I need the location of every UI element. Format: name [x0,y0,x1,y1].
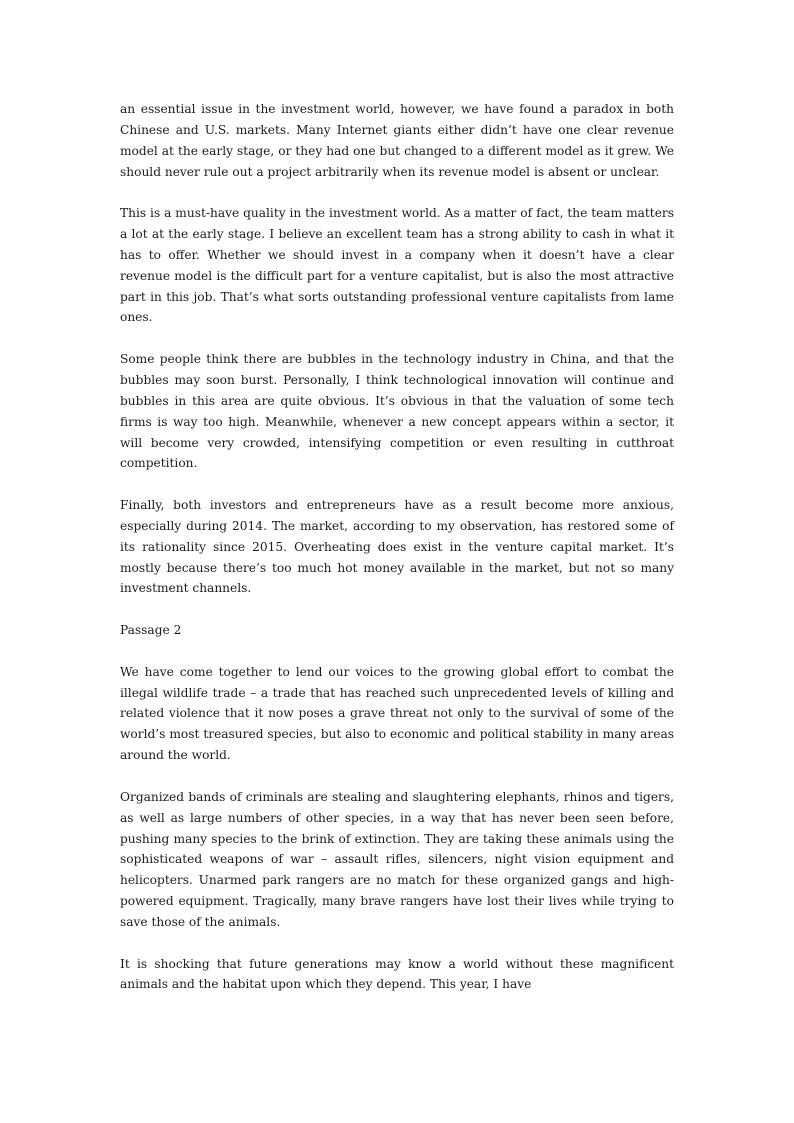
paragraph-revenue-model: an essential issue in the investment world, however, we have found a paradox in both Chinese and U.S. markets. Many Internet giants either didn’t have one clear revenue model at the early stage, or they had one but changed to a different model as it grew. We should never rule out a project arbitrarily when its revenue model is absent or unclear. [120,102,674,179]
paragraph-market-anxiety: Finally, both investors and entrepreneurs have as a result become more anxious, especially during 2014. The market, according to my observation, has restored some of its rationality since 2015. Overheating does exist in the venture capital market. It’s mostly because there’s too much hot money available in the market, but not so many investment channels. [120,498,674,596]
paragraph-team-quality: This is a must-have quality in the investment world. As a matter of fact, the team matters a lot at the early stage. I believe an excellent team has a strong ability to cash in what it has to offer. Whether we should invest in a company when it doesn’t have a clear revenue model is the difficult part for a venture capitalist, but is also the most attractive part in this job. That’s what sorts outstanding professional venture capitalists from lame ones. [120,206,674,325]
paragraph-future-generations: It is shocking that future generations may know a world without these magnificent animals and the habitat upon which they depend. This year, I have [120,956,674,992]
paragraph-tech-bubbles: Some people think there are bubbles in the technology industry in China, and that the bubbles may soon burst. Personally, I think technological innovation will continue and bubbles in this area are quite obvious. It’s obvious in that the valuation of some tech firms is way too high. Meanwhile, whenever a new concept appears within a sector, it will become very crowded, intensifying competition or even resulting in cutthroat competition. [120,352,674,471]
passage-heading: Passage 2 [120,623,182,638]
paragraph-wildlife-trade: We have come together to lend our voices to the growing global effort to combat the illegal wildlife trade – a trade that has reached such unprecedented levels of killing and related violence that it now poses a grave threat not only to the survival of some of the world’s most treasured species, but also to economic and political stability in many areas around the world. [120,664,674,763]
document-body [120,99,674,1016]
paragraph-organized-criminals: Organized bands of criminals are stealing and slaughtering elephants, rhinos and tigers, as well as large numbers of other species, in a way that has never been seen before, pushing many species to the brink of extinction. They are taking these animals using the sophisticated weapons of war – assault rifles, silencers, night vision equipment and helicopters. Unarmed park rangers are no match for these organized gangs and high-powered equipment. Tragically, many brave rangers have lost their lives while trying to save those of the animals. [120,789,674,929]
